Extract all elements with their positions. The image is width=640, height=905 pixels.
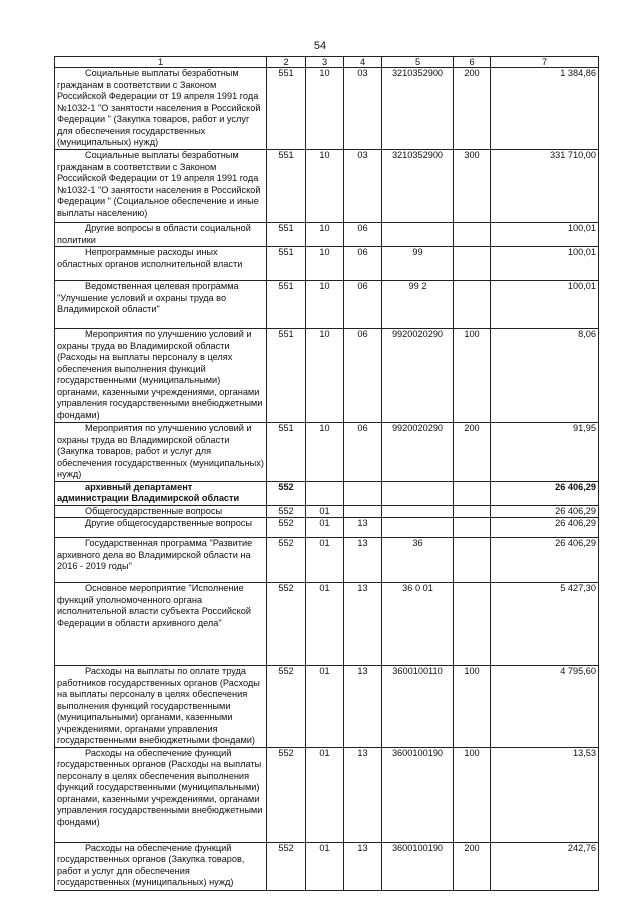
subsection-code-cell: 06 xyxy=(344,247,382,281)
table-row xyxy=(55,747,599,842)
row-name-cell: архивный департамент администрации Владимирской области xyxy=(55,481,267,505)
subsection-code-cell xyxy=(344,505,382,518)
section-code-cell: 01 xyxy=(306,666,344,748)
target-article-cell: 3210352900 xyxy=(382,150,454,223)
amount-cell: 26 406,29 xyxy=(491,518,599,538)
table-row xyxy=(55,481,599,505)
section-code-cell: 01 xyxy=(306,747,344,842)
ved-code-cell: 551 xyxy=(267,150,306,223)
target-article-cell xyxy=(382,518,454,538)
table-row xyxy=(55,68,599,150)
section-code-cell: 01 xyxy=(306,518,344,538)
target-article-cell xyxy=(382,223,454,247)
amount-cell: 331 710,00 xyxy=(491,150,599,223)
header-cell: 3 xyxy=(306,57,344,68)
header-cell: 4 xyxy=(344,57,382,68)
target-article-cell: 3210352900 xyxy=(382,68,454,150)
section-code-cell xyxy=(306,481,344,505)
subsection-code-cell: 03 xyxy=(344,150,382,223)
subsection-code-cell: 13 xyxy=(344,747,382,842)
ved-code-cell: 551 xyxy=(267,281,306,329)
subsection-code-cell: 13 xyxy=(344,666,382,748)
table-row xyxy=(55,666,599,748)
page-number: 54 xyxy=(313,40,327,52)
table-row xyxy=(55,223,599,247)
expense-type-cell: 200 xyxy=(454,842,491,890)
header-cell: 1 xyxy=(55,57,267,68)
amount-cell: 100,01 xyxy=(491,247,599,281)
header-cell: 2 xyxy=(267,57,306,68)
target-article-cell: 9920020290 xyxy=(382,423,454,482)
table-row xyxy=(55,583,599,666)
row-name-cell: Государственная программа "Развитие архивного дела во Владимирской области на 2016 - 2019 годы" xyxy=(55,538,267,583)
expense-type-cell xyxy=(454,281,491,329)
ved-code-cell: 551 xyxy=(267,247,306,281)
expense-type-cell xyxy=(454,223,491,247)
table-header-row xyxy=(55,57,599,68)
table-row xyxy=(55,842,599,890)
header-cell: 7 xyxy=(491,57,599,68)
section-code-cell: 10 xyxy=(306,329,344,423)
target-article-cell: 3600100190 xyxy=(382,747,454,842)
row-name-cell: Основное мероприятие "Исполнение функций уполномоченного органа исполнительной власти субъекта Российской Федерации в области архивного дела" xyxy=(55,583,267,666)
subsection-code-cell: 06 xyxy=(344,329,382,423)
subsection-code-cell: 06 xyxy=(344,281,382,329)
amount-cell: 91,95 xyxy=(491,423,599,482)
row-name-cell: Расходы на выплаты по оплате труда работников государственных органов (Расходы на выплаты персоналу в целях обеспечения выполнения функций государственными (муниципальными) органами, казенными учреждениями, органами управления государственными внебюджетными фондами) xyxy=(55,666,267,748)
section-code-cell: 10 xyxy=(306,247,344,281)
subsection-code-cell: 13 xyxy=(344,538,382,583)
target-article-cell: 99 2 xyxy=(382,281,454,329)
header-cell: 5 xyxy=(382,57,454,68)
target-article-cell: 99 xyxy=(382,247,454,281)
ved-code-cell: 552 xyxy=(267,842,306,890)
row-name-cell: Другие общегосударственные вопросы xyxy=(55,518,267,538)
amount-cell: 8,06 xyxy=(491,329,599,423)
amount-cell: 26 406,29 xyxy=(491,538,599,583)
expense-type-cell xyxy=(454,518,491,538)
budget-table xyxy=(54,56,599,891)
amount-cell: 13,53 xyxy=(491,747,599,842)
ved-code-cell: 552 xyxy=(267,583,306,666)
expense-type-cell xyxy=(454,583,491,666)
row-name-cell: Непрограммные расходы иных областных органов исполнительной власти xyxy=(55,247,267,281)
subsection-code-cell: 13 xyxy=(344,518,382,538)
expense-type-cell: 100 xyxy=(454,666,491,748)
target-article-cell: 3600100110 xyxy=(382,666,454,748)
section-code-cell: 01 xyxy=(306,842,344,890)
section-code-cell: 01 xyxy=(306,583,344,666)
section-code-cell: 10 xyxy=(306,223,344,247)
table-row xyxy=(55,538,599,583)
amount-cell: 1 384,86 xyxy=(491,68,599,150)
row-name-cell: Мероприятия по улучшению условий и охраны труда во Владимирской области (Расходы на выплаты персоналу в целях обеспечения выполнения функций государственными (муниципальными) органами, казенными учреждениями, органами управления государственными внебюджетными фондами) xyxy=(55,329,267,423)
section-code-cell: 10 xyxy=(306,68,344,150)
amount-cell: 26 406,29 xyxy=(491,505,599,518)
table-row xyxy=(55,423,599,482)
table-row xyxy=(55,247,599,281)
table-row xyxy=(55,150,599,223)
ved-code-cell: 552 xyxy=(267,538,306,583)
expense-type-cell xyxy=(454,538,491,583)
subsection-code-cell: 13 xyxy=(344,583,382,666)
target-article-cell xyxy=(382,505,454,518)
table-row xyxy=(55,518,599,538)
row-name-cell: Социальные выплаты безработным гражданам в соответствии с Законом Российской Федерации от 19 апреля 1991 года №1032-1 "О занятости населения в Российской Федерации " (Закупка товаров, работ и услуг для обеспечения государственных (муниципальных) нужд) xyxy=(55,68,267,150)
expense-type-cell: 100 xyxy=(454,747,491,842)
row-name-cell: Ведомственная целевая программа "Улучшение условий и охраны труда во Владимирской области" xyxy=(55,281,267,329)
subsection-code-cell: 06 xyxy=(344,223,382,247)
row-name-cell: Другие вопросы в области социальной политики xyxy=(55,223,267,247)
target-article-cell: 36 0 01 xyxy=(382,583,454,666)
ved-code-cell: 551 xyxy=(267,329,306,423)
section-code-cell: 01 xyxy=(306,538,344,583)
ved-code-cell: 552 xyxy=(267,747,306,842)
target-article-cell xyxy=(382,481,454,505)
header-cell: 6 xyxy=(454,57,491,68)
ved-code-cell: 552 xyxy=(267,666,306,748)
expense-type-cell: 300 xyxy=(454,150,491,223)
expense-type-cell: 200 xyxy=(454,68,491,150)
section-code-cell: 10 xyxy=(306,423,344,482)
table-row xyxy=(55,329,599,423)
subsection-code-cell: 13 xyxy=(344,842,382,890)
amount-cell: 4 795,60 xyxy=(491,666,599,748)
target-article-cell: 36 xyxy=(382,538,454,583)
section-code-cell: 10 xyxy=(306,281,344,329)
amount-cell: 26 406,29 xyxy=(491,481,599,505)
amount-cell: 100,01 xyxy=(491,281,599,329)
ved-code-cell: 552 xyxy=(267,518,306,538)
ved-code-cell: 552 xyxy=(267,481,306,505)
table-row xyxy=(55,281,599,329)
row-name-cell: Общегосударственные вопросы xyxy=(55,505,267,518)
subsection-code-cell: 03 xyxy=(344,68,382,150)
ved-code-cell: 551 xyxy=(267,423,306,482)
expense-type-cell: 200 xyxy=(454,423,491,482)
amount-cell: 5 427,30 xyxy=(491,583,599,666)
row-name-cell: Социальные выплаты безработным гражданам в соответствии с Законом Российской Федерации от 19 апреля 1991 года №1032-1 "О занятости населения в Российской Федерации " (Социальное обеспечение и иные выплаты населению) xyxy=(55,150,267,223)
amount-cell: 242,76 xyxy=(491,842,599,890)
target-article-cell: 9920020290 xyxy=(382,329,454,423)
expense-type-cell xyxy=(454,481,491,505)
subsection-code-cell xyxy=(344,481,382,505)
ved-code-cell: 551 xyxy=(267,223,306,247)
ved-code-cell: 552 xyxy=(267,505,306,518)
row-name-cell: Расходы на обеспечение функций государственных органов (Расходы на выплаты персоналу в целях обеспечения выполнения функций государственными (муниципальными) органами, казенными учреждениями, органами управления государственными внебюджетными фондами) xyxy=(55,747,267,842)
table-row xyxy=(55,505,599,518)
target-article-cell: 3600100190 xyxy=(382,842,454,890)
expense-type-cell xyxy=(454,247,491,281)
section-code-cell: 01 xyxy=(306,505,344,518)
expense-type-cell: 100 xyxy=(454,329,491,423)
expense-type-cell xyxy=(454,505,491,518)
row-name-cell: Расходы на обеспечение функций государственных органов (Закупка товаров, работ и услуг для обеспечения государственных (муниципальных) нужд) xyxy=(55,842,267,890)
ved-code-cell: 551 xyxy=(267,68,306,150)
amount-cell: 100,01 xyxy=(491,223,599,247)
row-name-cell: Мероприятия по улучшению условий и охраны труда во Владимирской области (Закупка товаров, работ и услуг для обеспечения государственных (муниципальных) нужд) xyxy=(55,423,267,482)
subsection-code-cell: 06 xyxy=(344,423,382,482)
section-code-cell: 10 xyxy=(306,150,344,223)
